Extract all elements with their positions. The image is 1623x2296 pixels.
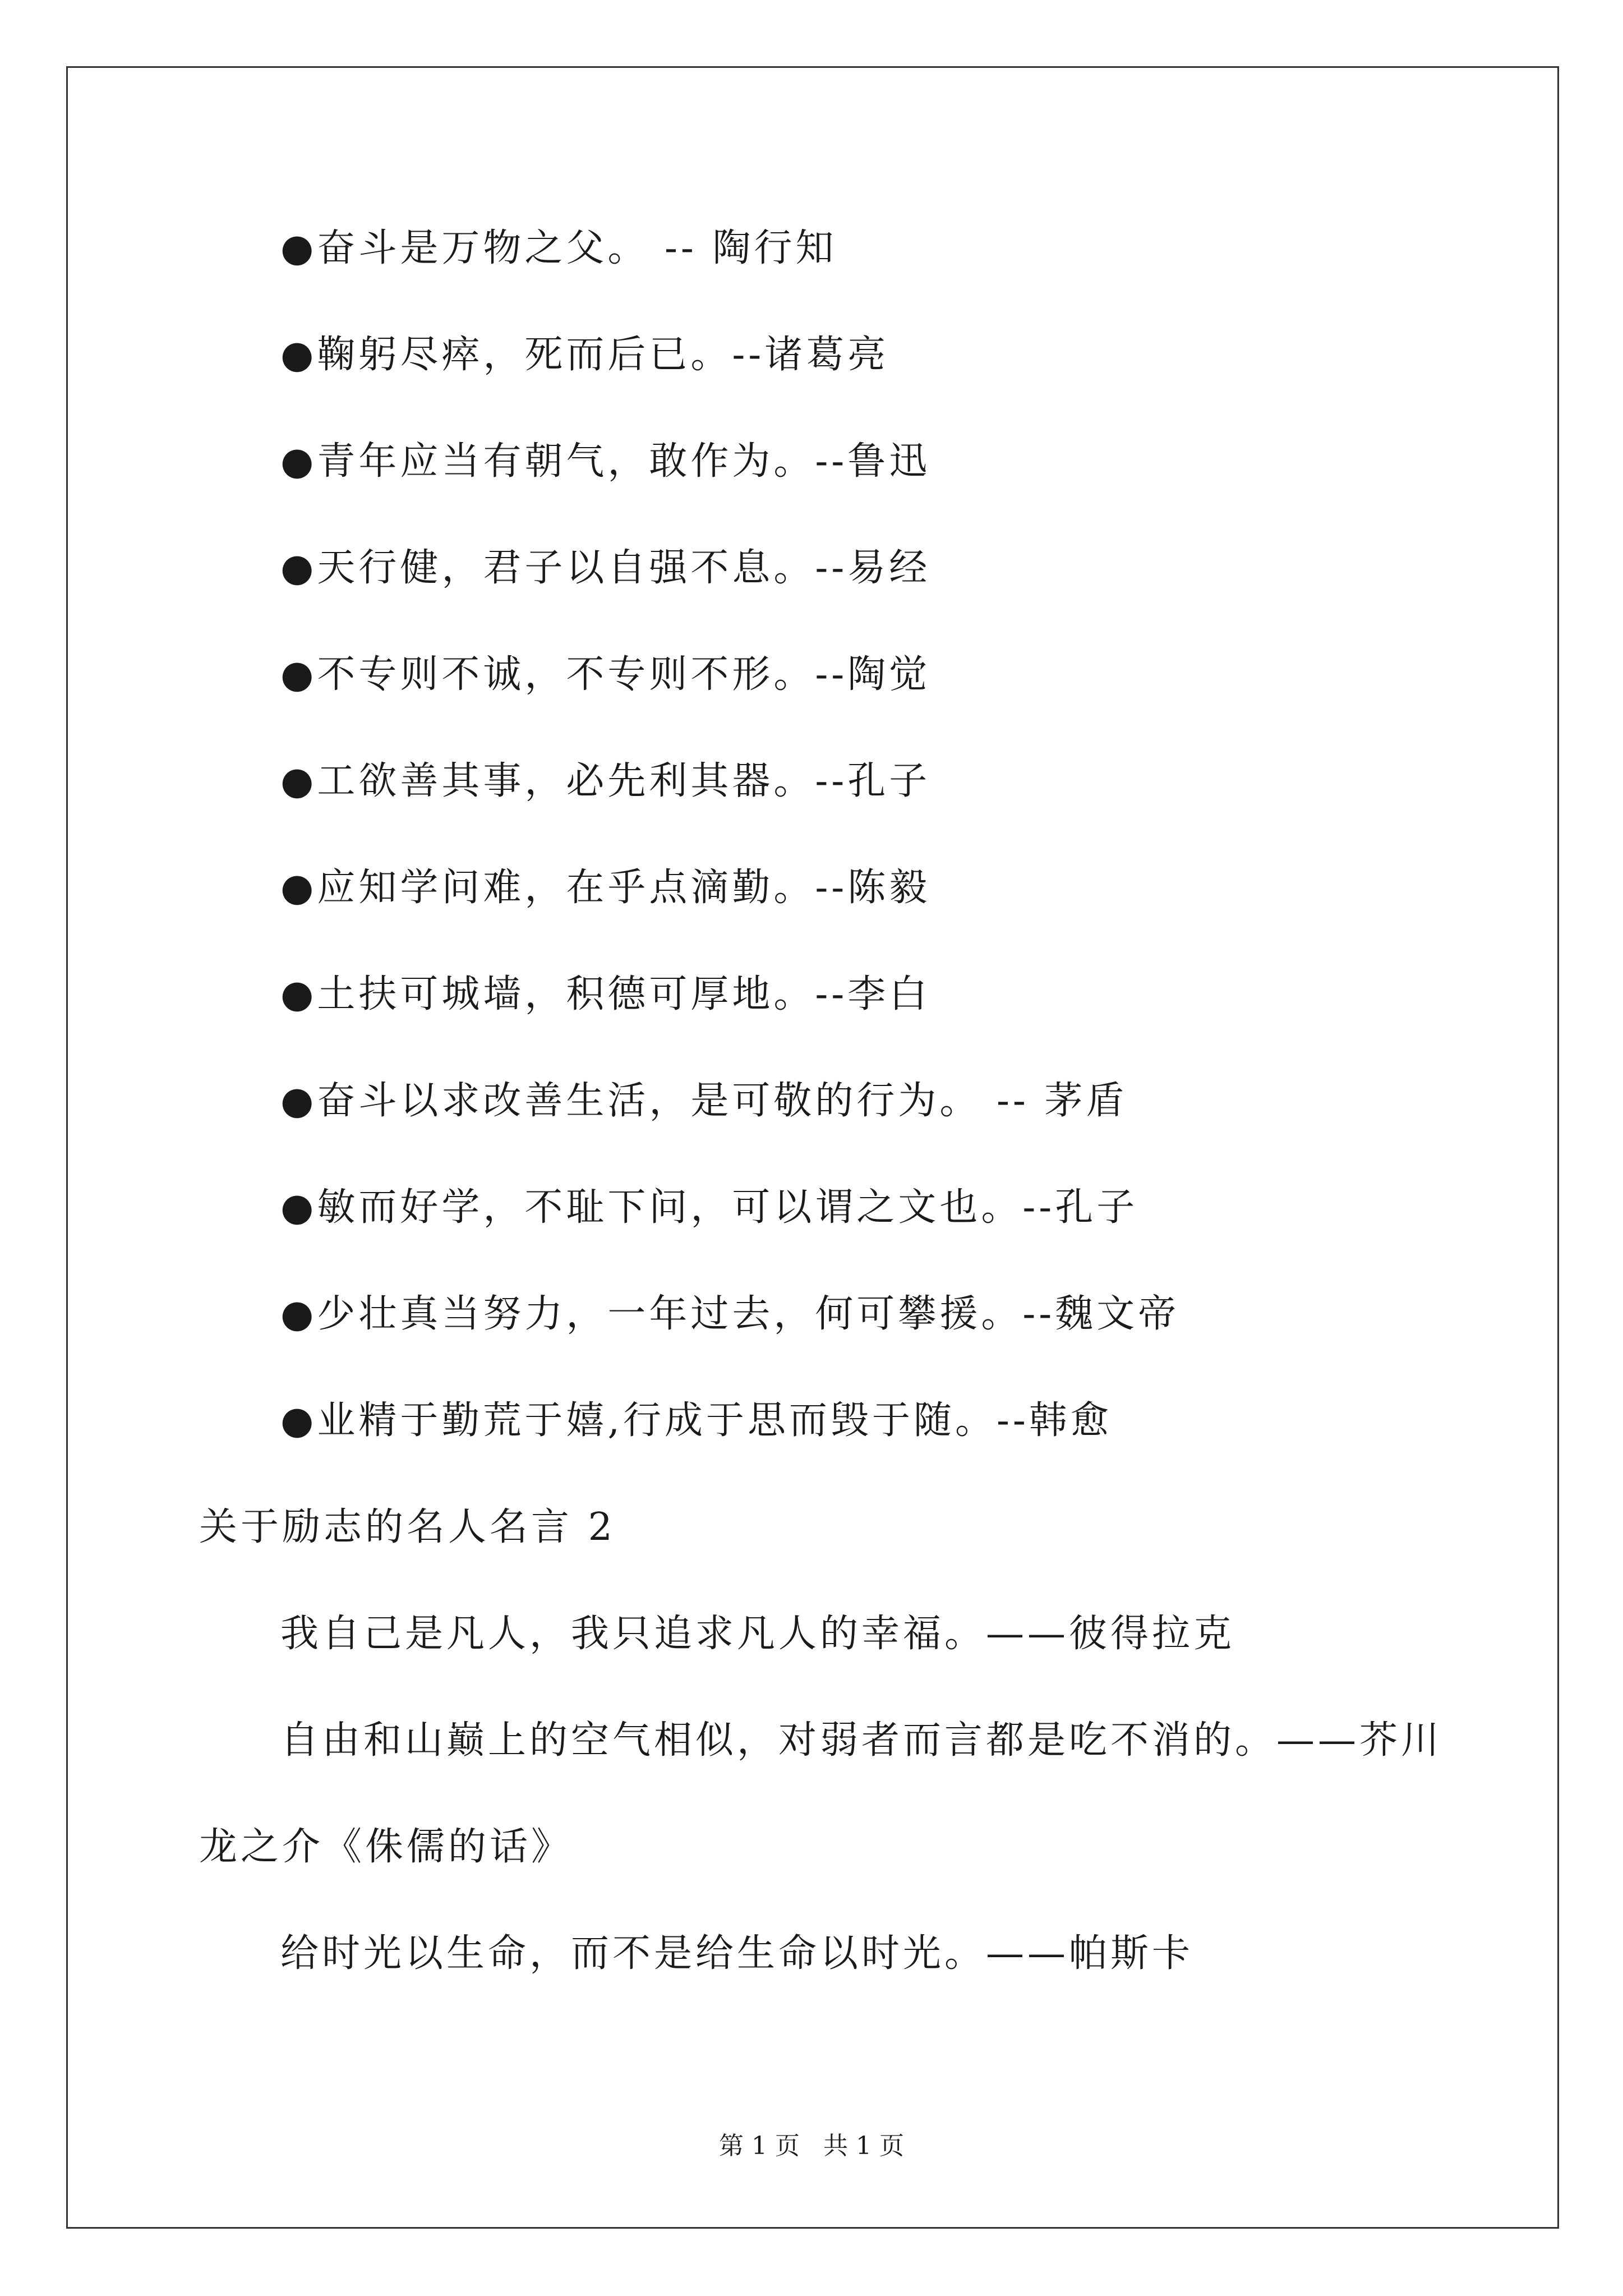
quote-line: ●工欲善其事，必先利其器。--孔子 <box>280 759 931 803</box>
quote-line: ●业精于勤荒于嬉,行成于思而毁于随。--韩愈 <box>280 1398 1112 1443</box>
quote-line: ●奋斗是万物之父。 -- 陶行知 <box>280 226 837 270</box>
page-number-footer: 第 1 页 共 1 页 <box>719 2132 904 2160</box>
quote-line: ●鞠躬尽瘁，死而后已。--诸葛亮 <box>280 333 889 377</box>
quote-line: ●天行健，君子以自强不息。--易经 <box>280 546 931 590</box>
quote-line: 给时光以生命，而不是给生命以时光。——帕斯卡 <box>280 1931 1194 1976</box>
page-frame <box>66 66 1559 2229</box>
quote-line: ●青年应当有朝气，敢作为。--鲁迅 <box>280 439 931 484</box>
quote-line: ●少壮真当努力，一年过去，何可攀援。--魏文帝 <box>280 1292 1180 1336</box>
section-heading: 关于励志的名人名言 2 <box>199 1505 616 1549</box>
quote-line: 我自己是凡人，我只追求凡人的幸福。——彼得拉克 <box>280 1612 1235 1656</box>
quote-line: ●奋斗以求改善生活，是可敬的行为。 -- 茅盾 <box>280 1079 1128 1123</box>
quote-line-continuation: 龙之介《侏儒的话》 <box>199 1825 573 1869</box>
quote-line: 自由和山巅上的空气相似，对弱者而言都是吃不消的。——芥川 <box>280 1718 1443 1763</box>
quote-line: ●不专则不诚，不专则不形。--陶觉 <box>280 652 931 697</box>
quote-line: ●土扶可城墙，积德可厚地。--李白 <box>280 972 931 1016</box>
quote-line: ●敏而好学，不耻下问，可以谓之文也。--孔子 <box>280 1185 1138 1230</box>
quote-line: ●应知学问难，在乎点滴勤。--陈毅 <box>280 866 931 910</box>
